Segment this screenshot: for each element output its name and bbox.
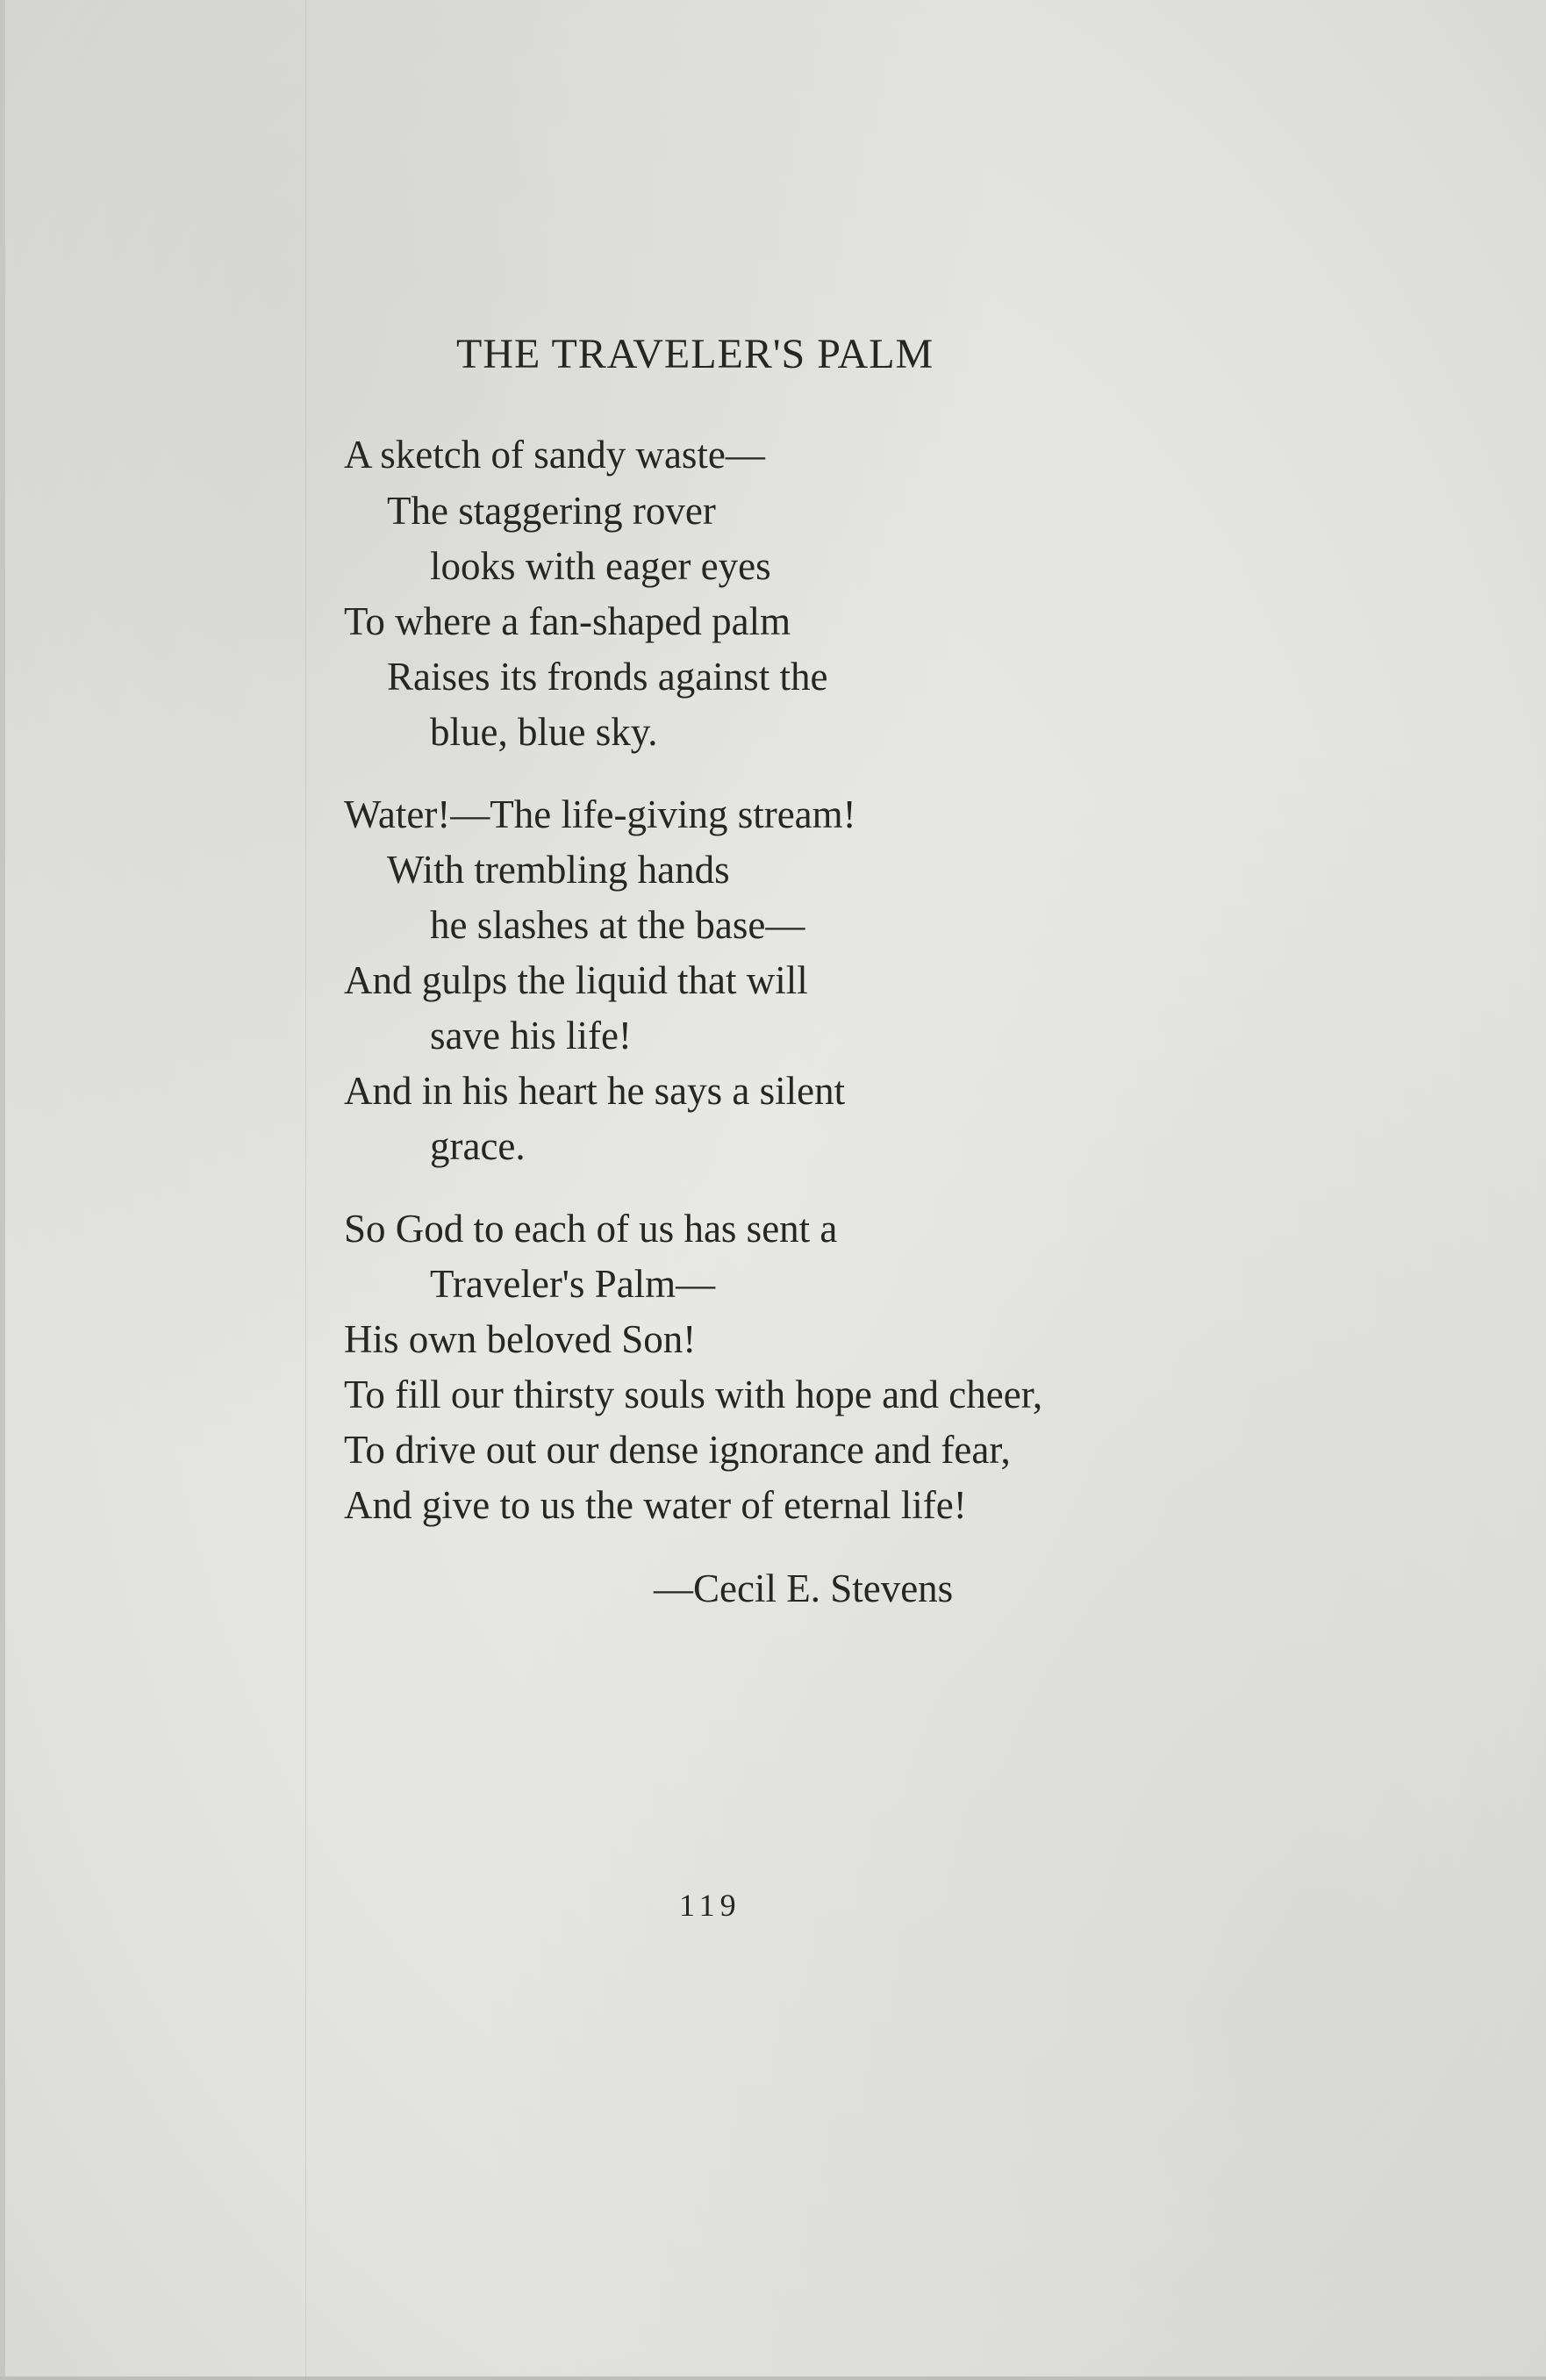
poem-line: Traveler's Palm— — [430, 1262, 716, 1306]
poem-line: And gulps the liquid that will — [344, 958, 808, 1002]
poem-line: And give to us the water of eternal life! — [344, 1483, 967, 1527]
poem-line: save his life! — [430, 1014, 632, 1057]
page-left-edge — [0, 0, 5, 2380]
poem-line: The staggering rover — [387, 489, 716, 533]
poem-line: blue, blue sky. — [430, 710, 658, 754]
poem-line: His own beloved Son! — [344, 1317, 697, 1361]
page-number: 119 — [679, 1888, 741, 1923]
poem-line: To where a fan-shaped palm — [344, 599, 791, 643]
poem-line: To drive out our dense ignorance and fear, — [344, 1428, 1011, 1472]
page-bottom-edge — [0, 2376, 1546, 2380]
poem-line: A sketch of sandy waste— — [344, 433, 765, 477]
poem-line: grace. — [430, 1124, 526, 1168]
poem-line: And in his heart he says a silent — [344, 1069, 846, 1113]
poem-line: Raises its fronds against the — [387, 655, 828, 699]
poem-line: With trembling hands — [387, 848, 730, 892]
page-crease — [305, 0, 306, 2380]
poem-title: THE TRAVELER'S PALM — [456, 331, 934, 377]
poem-line: Water!—The life-giving stream! — [344, 792, 856, 836]
poem-line: So God to each of us has sent a — [344, 1207, 838, 1251]
poem-line: looks with eager eyes — [430, 544, 771, 588]
poem-line: To fill our thirsty souls with hope and cheer, — [344, 1373, 1043, 1416]
poem-author: —Cecil E. Stevens — [654, 1566, 954, 1610]
poem-line: he slashes at the base— — [430, 903, 805, 947]
